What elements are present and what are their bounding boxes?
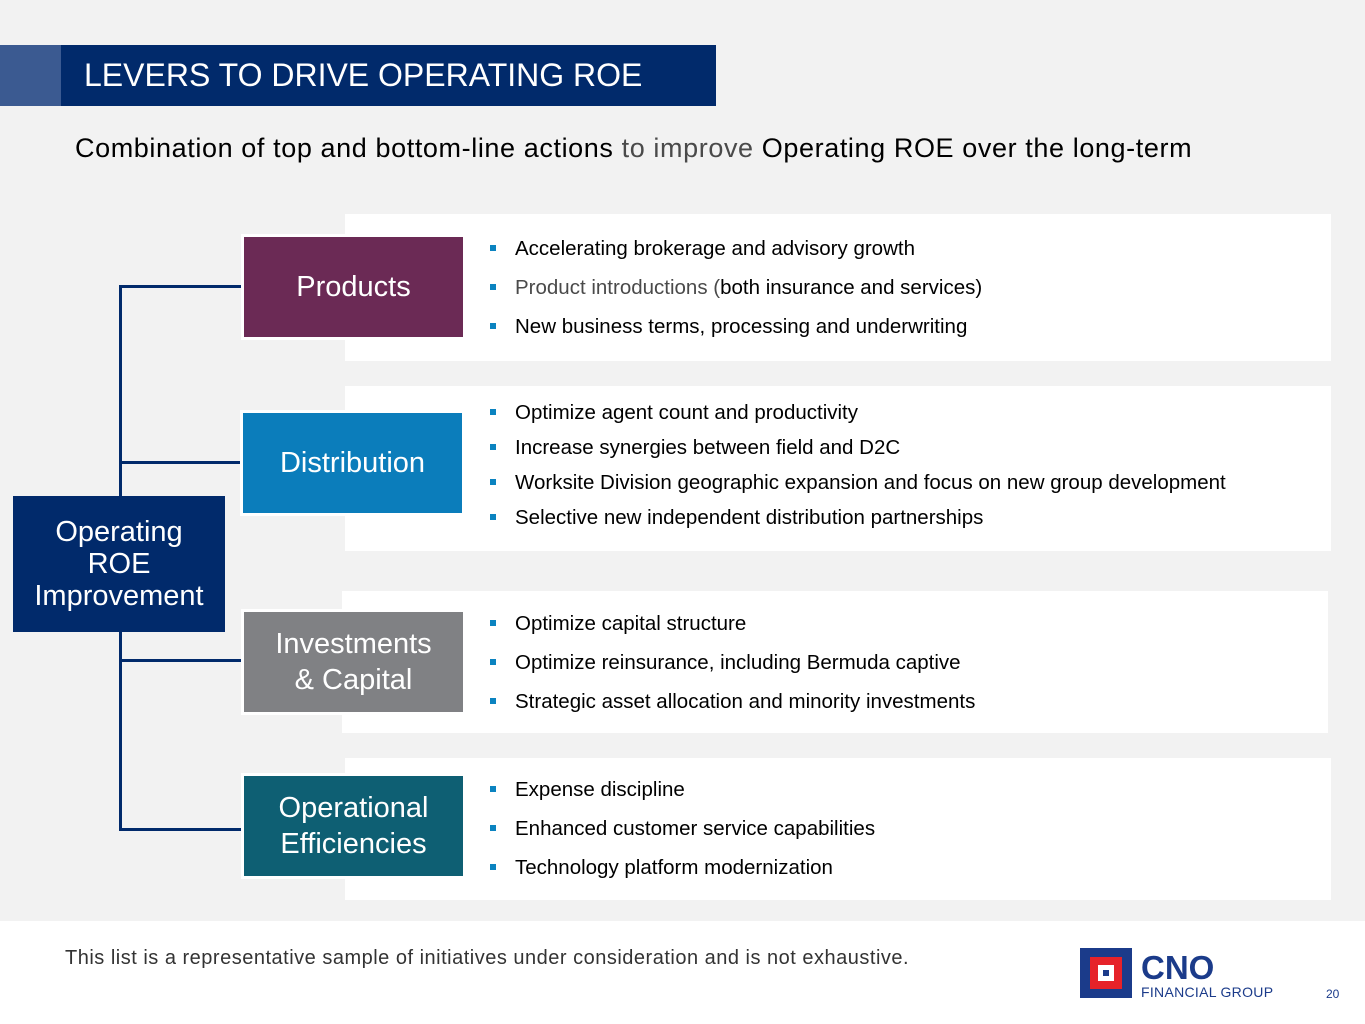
- bullet-square-icon: [490, 698, 496, 704]
- connector-operational: [119, 828, 241, 831]
- logo-wordmark: CNO: [1141, 949, 1215, 986]
- list-item: Product introductions (both insurance and services): [490, 276, 982, 315]
- slide-subtitle: [75, 133, 1345, 164]
- list-item: Strategic asset allocation and minority investments: [490, 690, 975, 729]
- list-item: Optimize agent count and productivity: [490, 401, 1226, 436]
- bullet-square-icon: [490, 479, 496, 485]
- investments-bullets: [490, 612, 975, 729]
- operational-label-line-1: Operational: [278, 792, 429, 824]
- title-accent-block: [0, 45, 61, 106]
- products-box: [244, 237, 463, 337]
- bullet-square-icon: [490, 864, 496, 870]
- hub-line-2: ROE: [87, 548, 151, 580]
- list-item: New business terms, processing and underwriting: [490, 315, 982, 354]
- list-item: Accelerating brokerage and advisory growth: [490, 237, 982, 276]
- investments-box: [244, 612, 463, 712]
- distribution-label: Distribution: [279, 447, 426, 479]
- bullet-square-icon: [490, 245, 496, 251]
- list-item: Technology platform modernization: [490, 856, 875, 895]
- bullet-square-icon: [490, 514, 496, 520]
- subtitle-part-2: to improve: [621, 133, 754, 163]
- bullet-square-icon: [490, 323, 496, 329]
- list-item: Selective new independent distribution partnerships: [490, 506, 1226, 541]
- page-number: 20: [1326, 987, 1340, 1001]
- connector-distribution: [119, 461, 241, 464]
- subtitle-part-1: Combination of top and bottom-line actions: [75, 133, 622, 163]
- bullet-square-icon: [490, 444, 496, 450]
- bullet-square-icon: [490, 284, 496, 290]
- hub-line-3: Improvement: [34, 580, 204, 612]
- bullet-square-icon: [490, 659, 496, 665]
- bullet-square-icon: [490, 786, 496, 792]
- bullet-square-icon: [490, 620, 496, 626]
- products-label: Products: [296, 271, 411, 303]
- bullet-square-icon: [490, 825, 496, 831]
- subtitle-part-3: Operating ROE over the long-term: [753, 133, 1193, 163]
- investments-label-line-1: Investments: [275, 628, 432, 660]
- list-item: Worksite Division geographic expansion and focus on new group development: [490, 471, 1226, 506]
- distribution-box: [243, 413, 462, 513]
- connector-investments: [119, 659, 241, 662]
- logo-subtitle: FINANCIAL GROUP: [1141, 984, 1274, 1000]
- operational-label-line-2: Efficiencies: [280, 828, 427, 860]
- investments-label-line-2: & Capital: [294, 664, 413, 696]
- list-item: Enhanced customer service capabilities: [490, 817, 875, 856]
- list-item: Expense discipline: [490, 778, 875, 817]
- operational-box: [244, 776, 463, 876]
- bullet-square-icon: [490, 409, 496, 415]
- operational-bullets: [490, 778, 875, 895]
- distribution-bullets: [490, 401, 1226, 541]
- footnote: This list is a representative sample of initiatives under consideration and is not exhaustive.: [65, 947, 910, 969]
- list-item: Increase synergies between field and D2C: [490, 436, 1226, 471]
- operating-roe-hub: [13, 496, 225, 632]
- cno-logo-icon: [1080, 948, 1132, 998]
- products-bullets: [490, 237, 982, 354]
- hub-line-1: Operating: [55, 516, 183, 548]
- connector-products: [119, 285, 241, 288]
- list-item: Optimize reinsurance, including Bermuda captive: [490, 651, 975, 690]
- list-item: Optimize capital structure: [490, 612, 975, 651]
- page-title: LEVERS TO DRIVE OPERATING ROE: [61, 45, 716, 106]
